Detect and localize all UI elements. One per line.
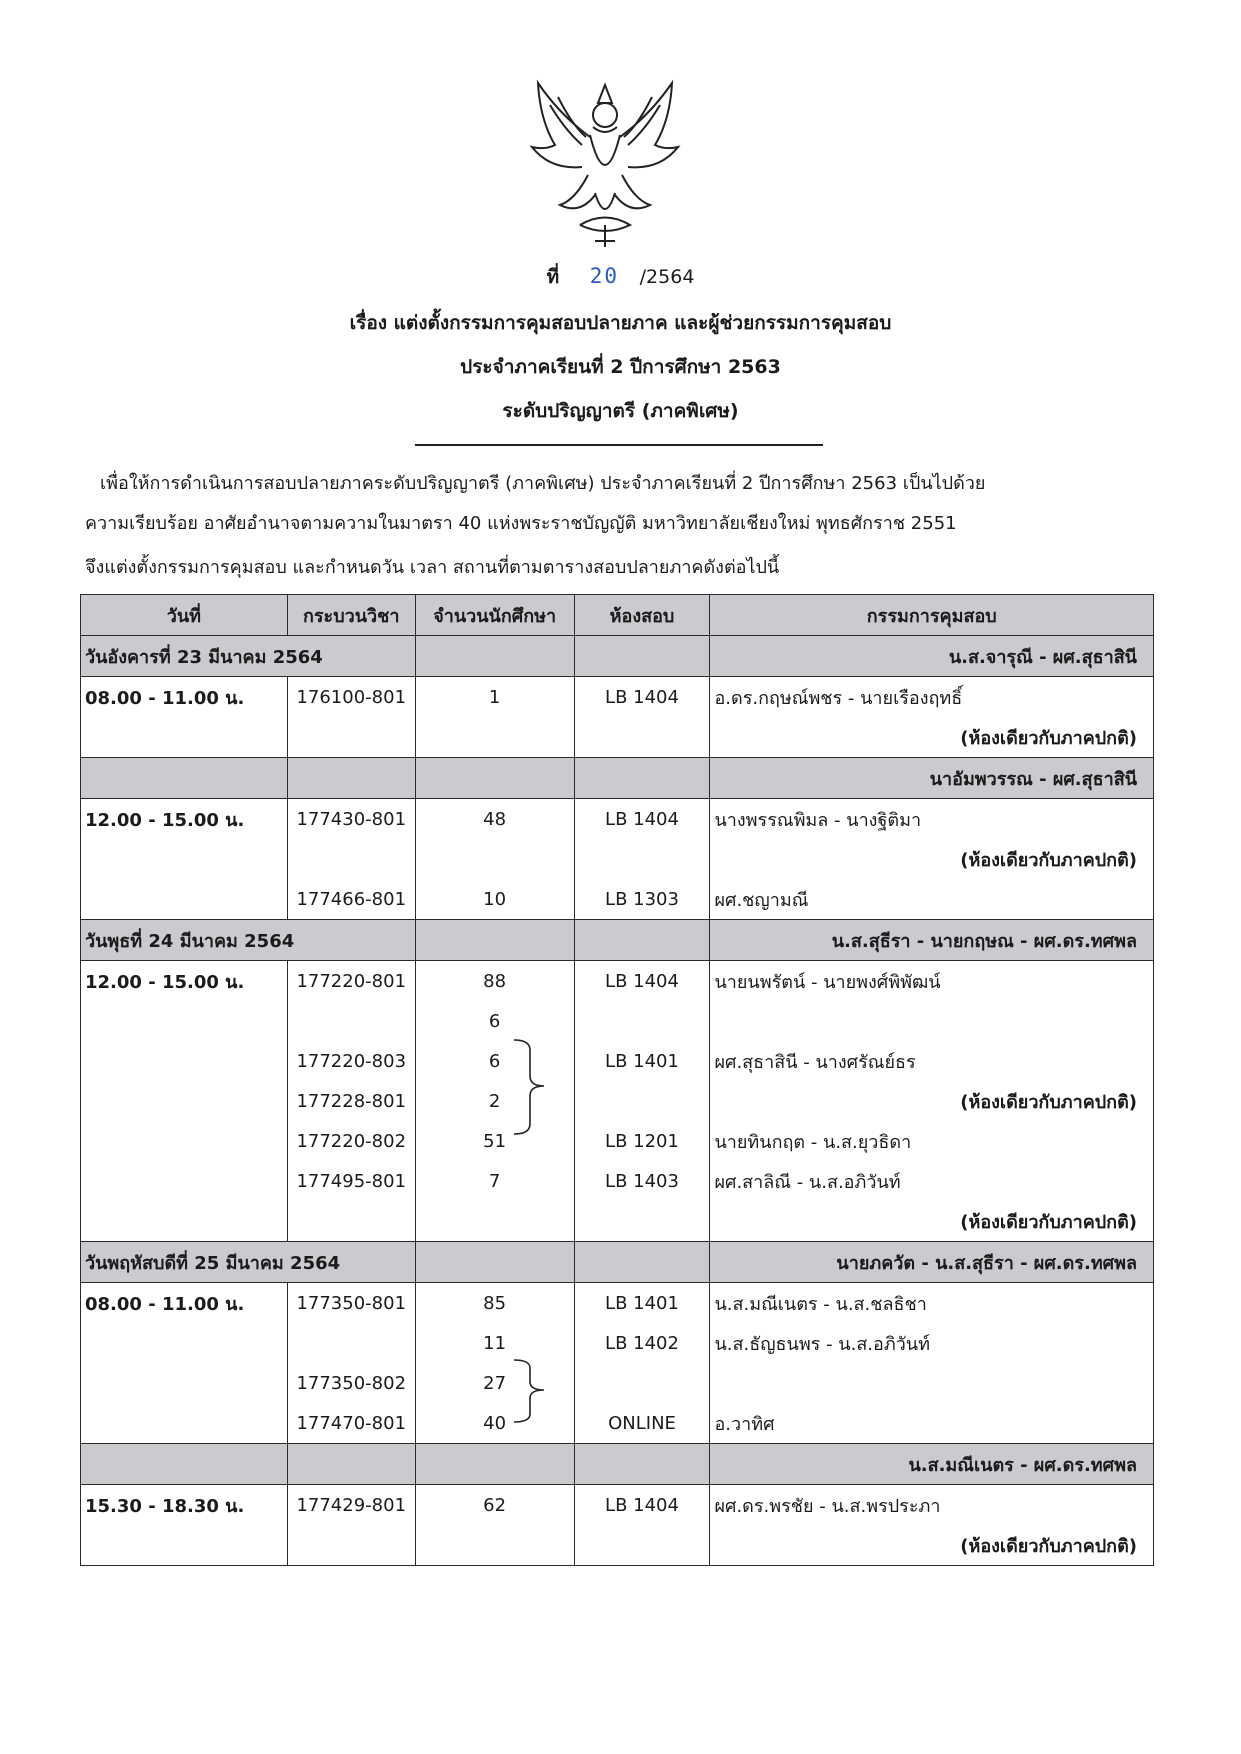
- same-room-note: (ห้องเดียวกับภาคปกติ): [710, 1525, 1154, 1566]
- course-code: 177466-801: [287, 879, 415, 920]
- proctor-names: ผศ.ดร.พรชัย - น.ส.พรประภา: [710, 1485, 1154, 1526]
- exam-room: LB 1401: [574, 1283, 710, 1324]
- exam-room: LB 1404: [574, 1485, 710, 1526]
- document-subtitle-semester: ประจำภาคเรียนที่ 2 ปีการศึกษา 2563: [460, 356, 781, 378]
- student-count: 11: [415, 1323, 574, 1363]
- intro-paragraph-line1: เพื่อให้การดำเนินการสอบปลายภาคระดับปริญญาตรี (ภาคพิเศษ) ประจำภาคเรียนที่ 2 ปีการศึกษา 2563 เป็นไปด้วย: [100, 473, 986, 494]
- session-chief-proctors: นาอัมพวรรณ - ผศ.สุธาสินี: [710, 758, 1154, 799]
- table-row: [81, 1201, 1154, 1242]
- proctor-names: ผศ.ชญามณี: [710, 879, 1154, 920]
- student-count: 40: [415, 1403, 574, 1444]
- course-code: 177470-801: [287, 1403, 415, 1444]
- course-code: 177220-803: [287, 1041, 415, 1081]
- number-year: /2564: [639, 266, 695, 288]
- table-row: [81, 839, 1154, 879]
- number-label: ที่: [546, 266, 560, 288]
- course-code: 177228-801: [287, 1081, 415, 1121]
- proctor-names: ผศ.สุธาสินี - นางศรัณย์ธร: [710, 1041, 1154, 1081]
- day-row: [81, 1242, 1154, 1283]
- exam-room: LB 1201: [574, 1121, 710, 1161]
- header-date: วันที่: [81, 595, 288, 636]
- number-value: 20: [589, 264, 620, 288]
- table-row: [81, 1121, 1154, 1161]
- table-row: [81, 1323, 1154, 1363]
- grouping-brace-icon: [510, 1038, 560, 1138]
- table-row: [81, 1363, 1154, 1403]
- student-count: 85: [415, 1283, 574, 1324]
- time-slot: 12.00 - 15.00 น.: [81, 961, 288, 1002]
- header-proctors: กรรมการคุมสอบ: [710, 595, 1154, 636]
- title-divider: [415, 444, 823, 446]
- same-room-note: (ห้องเดียวกับภาคปกติ): [710, 717, 1154, 758]
- table-row: [81, 1525, 1154, 1566]
- proctor-names: นายนพรัตน์ - นายพงศ์พิพัฒน์: [710, 961, 1154, 1002]
- course-code: 177220-801: [287, 961, 415, 1002]
- proctor-names: น.ส.ธัญธนพร - น.ส.อภิวันท์: [710, 1323, 1154, 1363]
- student-count: 1: [415, 677, 574, 718]
- document-subtitle-level: ระดับปริญญาตรี (ภาคพิเศษ): [502, 400, 739, 422]
- table-row: [81, 961, 1154, 1002]
- student-count: 6: [415, 1041, 574, 1081]
- student-count: 88: [415, 961, 574, 1002]
- student-count: 51: [415, 1121, 574, 1161]
- table-row: [81, 717, 1154, 758]
- day-chief-proctors: น.ส.จารุณี - ผศ.สุธาสินี: [710, 636, 1154, 677]
- intro-paragraph-line3: จึงแต่งตั้งกรรมการคุมสอบ และกำหนดวัน เวลา สถานที่ตามตารางสอบปลายภาคดังต่อไปนี้: [85, 557, 780, 578]
- student-count: 7: [415, 1161, 574, 1201]
- same-room-note: (ห้องเดียวกับภาคปกติ): [710, 1081, 1154, 1121]
- exam-room: LB 1401: [574, 1041, 710, 1081]
- table-row: [81, 1041, 1154, 1081]
- table-row: [81, 1283, 1154, 1324]
- proctor-names: น.ส.มณีเนตร - น.ส.ชลธิชา: [710, 1283, 1154, 1324]
- table-row: [81, 1081, 1154, 1121]
- table-row: [81, 1403, 1154, 1444]
- course-code: 177429-801: [287, 1485, 415, 1526]
- exam-room: LB 1303: [574, 879, 710, 920]
- proctor-names: อ.วาทิศ: [710, 1403, 1154, 1444]
- day-row: [81, 920, 1154, 961]
- exam-room: LB 1403: [574, 1161, 710, 1201]
- table-row: [81, 1161, 1154, 1201]
- student-count: 48: [415, 799, 574, 840]
- session-chief-row: [81, 758, 1154, 799]
- day-chief-proctors: นายภควัต - น.ส.สุธีรา - ผศ.ดร.ทศพล: [710, 1242, 1154, 1283]
- exam-room: LB 1404: [574, 961, 710, 1002]
- exam-room: LB 1404: [574, 799, 710, 840]
- document-title: เรื่อง แต่งตั้งกรรมการคุมสอบปลายภาค และผู้ช่วยกรรมการคุมสอบ: [349, 312, 892, 334]
- header-room: ห้องสอบ: [574, 595, 710, 636]
- header-course: กระบวนวิชา: [287, 595, 415, 636]
- course-code: 177220-802: [287, 1121, 415, 1161]
- table-row: [81, 879, 1154, 920]
- same-room-note: (ห้องเดียวกับภาคปกติ): [710, 1201, 1154, 1242]
- exam-schedule-table: [80, 594, 1154, 1566]
- time-slot: 12.00 - 15.00 น.: [81, 799, 288, 840]
- document-number: [0, 262, 1241, 292]
- day-date: วันพุธที่ 24 มีนาคม 2564: [81, 920, 416, 961]
- course-code: 177495-801: [287, 1161, 415, 1201]
- garuda-emblem-icon: [520, 75, 690, 250]
- course-code: 177350-801: [287, 1283, 415, 1324]
- table-header-row: [81, 595, 1154, 636]
- course-code: 177350-802: [287, 1363, 415, 1403]
- day-date: วันอังคารที่ 23 มีนาคม 2564: [81, 636, 416, 677]
- proctor-names: ผศ.สาลิณี - น.ส.อภิวันท์: [710, 1161, 1154, 1201]
- session-chief-row: [81, 1444, 1154, 1485]
- student-count: 27: [415, 1363, 574, 1403]
- student-count: 62: [415, 1485, 574, 1526]
- proctor-names: นายทินกฤต - น.ส.ยุวธิดา: [710, 1121, 1154, 1161]
- exam-room: LB 1402: [574, 1323, 710, 1363]
- exam-room: LB 1404: [574, 677, 710, 718]
- header-student-count: จำนวนนักศึกษา: [415, 595, 574, 636]
- student-count: 6: [415, 1001, 574, 1041]
- course-code: 177430-801: [287, 799, 415, 840]
- exam-room: ONLINE: [574, 1403, 710, 1444]
- table-row: [81, 799, 1154, 840]
- session-chief-proctors: น.ส.มณีเนตร - ผศ.ดร.ทศพล: [710, 1444, 1154, 1485]
- day-date: วันพฤหัสบดีที่ 25 มีนาคม 2564: [81, 1242, 416, 1283]
- day-chief-proctors: น.ส.สุธีรา - นายกฤษณ - ผศ.ดร.ทศพล: [710, 920, 1154, 961]
- table-row: [81, 1485, 1154, 1526]
- course-code: 176100-801: [287, 677, 415, 718]
- grouping-brace-icon: [510, 1358, 560, 1424]
- time-slot: 15.30 - 18.30 น.: [81, 1485, 288, 1526]
- intro-paragraph-line2: ความเรียบร้อย อาศัยอำนาจตามความในมาตรา 40 แห่งพระราชบัญญัติ มหาวิทยาลัยเชียงใหม่ พุทธศักราช 2551: [85, 513, 957, 534]
- same-room-note: (ห้องเดียวกับภาคปกติ): [710, 839, 1154, 879]
- time-slot: 08.00 - 11.00 น.: [81, 1283, 288, 1324]
- proctor-names: นางพรรณพิมล - นางฐิติมา: [710, 799, 1154, 840]
- table-row: [81, 1001, 1154, 1041]
- student-count: 10: [415, 879, 574, 920]
- student-count: 2: [415, 1081, 574, 1121]
- day-row: [81, 636, 1154, 677]
- time-slot: 08.00 - 11.00 น.: [81, 677, 288, 718]
- proctor-names: อ.ดร.กฤษณ์พชร - นายเรืองฤทธิ์: [710, 677, 1154, 718]
- table-row: [81, 677, 1154, 718]
